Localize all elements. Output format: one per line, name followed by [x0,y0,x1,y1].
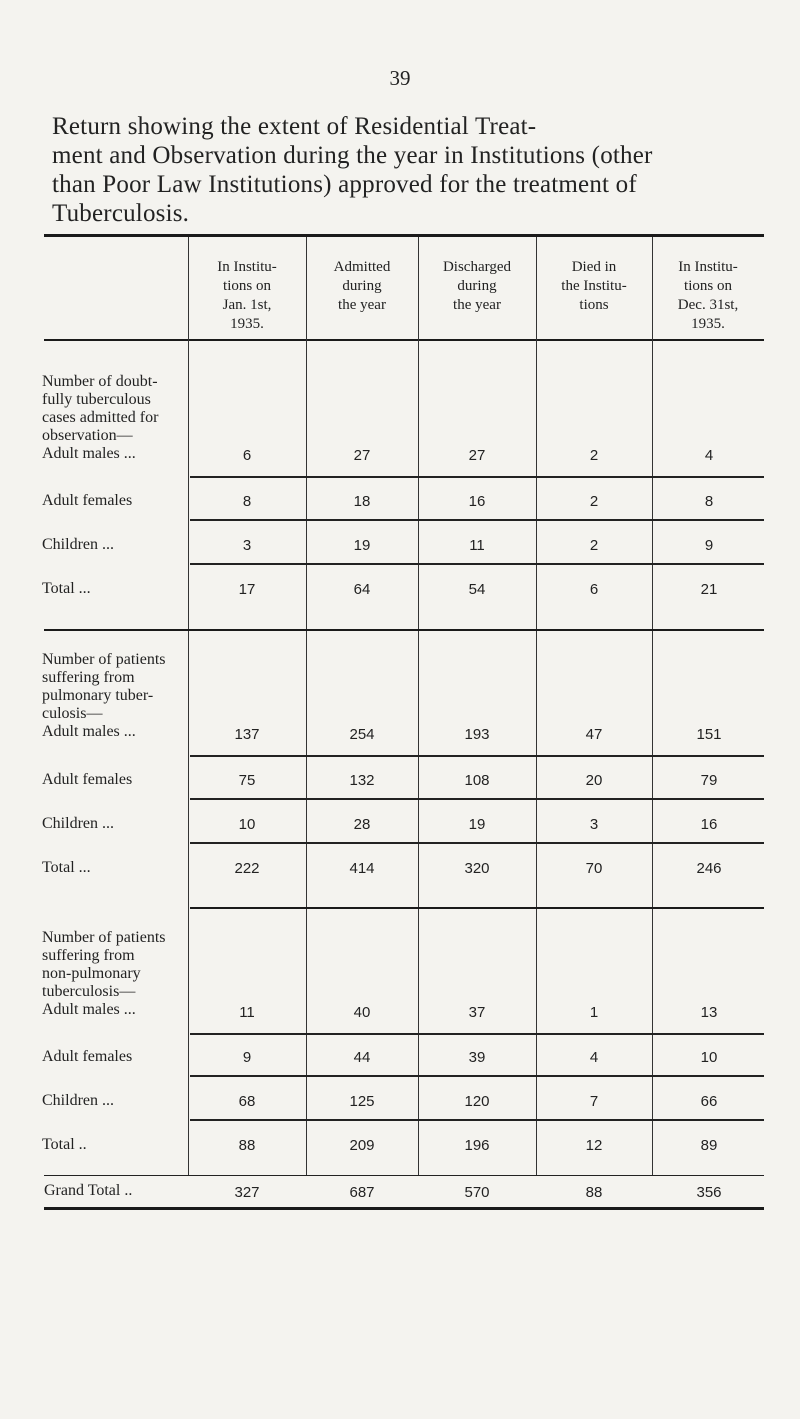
table-cell: 39 [468,1049,486,1066]
row-label: Adult females [42,771,133,788]
table-cell: 132 [349,772,375,789]
grand-total-cell: 570 [464,1184,490,1201]
table-cell: 10 [238,816,256,833]
title-line: ment and Observation during the year in Institutions (other [52,142,653,169]
grand-total-cell: 356 [696,1184,722,1201]
table-cell: 20 [585,772,603,789]
column-header-dec: In Institu- tions on Dec. 31st, 1935. [677,259,739,332]
row-divider [190,563,764,565]
grand-total-cell: 687 [349,1184,375,1201]
row-divider [190,1033,764,1035]
table-cell: 21 [700,581,718,598]
table-cell: 11 [469,537,485,554]
table-cell: 6 [242,447,252,464]
row-label: Adult females [42,1048,133,1065]
page-number: 39 [389,66,411,90]
section-heading: Number of patients suffering from pulmonary tuber- culosis— [42,651,166,722]
row-divider [190,842,764,844]
table-cell: 209 [349,1137,375,1154]
title-line: Tuberculosis. [52,200,190,227]
table-cell: 196 [464,1137,490,1154]
table-cell: 320 [464,860,490,877]
column-header-jan: In Institu- tions on Jan. 1st, 1935. [217,259,277,332]
row-label: Children ... [42,1092,114,1109]
title-line: Return showing the extent of Residential Treat- [52,113,537,140]
table-cell: 79 [700,772,718,789]
column-header-died: Died in the Institu- tions [561,259,627,313]
table-cell: 18 [353,493,371,510]
table-cell: 44 [353,1049,371,1066]
row-label: Children ... [42,536,114,553]
row-label: Adult females [42,492,133,509]
row-divider [190,476,764,478]
top-rule [44,234,764,237]
table-cell: 222 [234,860,260,877]
table-cell: 54 [468,581,486,598]
grand-total-cell: 88 [585,1184,603,1201]
row-divider [44,1175,764,1176]
table-cell: 27 [468,447,486,464]
table-cell: 151 [696,726,722,743]
document-title [52,112,772,228]
table-cell: 4 [589,1049,599,1066]
table-cell: 40 [353,1004,371,1021]
row-divider [190,1075,764,1077]
column-header-discharged: Discharged during the year [442,259,512,313]
row-divider [190,798,764,800]
table-cell: 12 [585,1137,603,1154]
row-label: Adult males ... [42,723,136,740]
table-cell: 108 [464,772,490,789]
table-cell: 10 [700,1049,718,1066]
table-cell: 19 [353,537,371,554]
table-cell: 13 [700,1004,718,1021]
section-heading: Number of patients suffering from non-pulmonary tuberculosis— [42,929,166,1000]
table-cell: 2 [589,537,599,554]
table-cell: 66 [700,1093,718,1110]
table-cell: 1 [589,1004,599,1021]
table-cell: 414 [349,860,375,877]
title-line: than Poor Law Institutions) approved for the treatment of [52,171,637,198]
table-cell: 37 [468,1004,486,1021]
table-cell: 11 [239,1004,255,1021]
table-cell: 3 [589,816,599,833]
table-cell: 2 [589,447,599,464]
row-label: Total ... [42,859,91,876]
section-rule [190,907,764,909]
row-label: Adult males ... [42,1001,136,1018]
row-label: Children ... [42,815,114,832]
table-cell: 70 [585,860,603,877]
row-divider [190,1119,764,1121]
table-cell: 27 [353,447,371,464]
header-bottom-rule [44,339,764,341]
row-divider [190,519,764,521]
table-cell: 6 [589,581,599,598]
table-cell: 9 [704,537,714,554]
table-cell: 17 [238,581,256,598]
table-cell: 89 [700,1137,718,1154]
table-cell: 7 [589,1093,599,1110]
table-cell: 2 [589,493,599,510]
row-divider [190,755,764,757]
table-cell: 88 [238,1137,256,1154]
table-cell: 19 [468,816,486,833]
table-cell: 137 [234,726,260,743]
table-cell: 4 [704,447,714,464]
table-cell: 120 [464,1093,490,1110]
table-cell: 8 [242,493,252,510]
table-cell: 125 [349,1093,375,1110]
grand-total-cell: 327 [234,1184,260,1201]
table-cell: 9 [242,1049,252,1066]
table-cell: 193 [464,726,490,743]
table-cell: 75 [238,772,256,789]
section-rule [44,629,764,631]
column-header-admitted: Admitted during the year [333,259,391,313]
table-cell: 16 [700,816,718,833]
table-cell: 28 [353,816,371,833]
row-label: Total ... [42,580,91,597]
row-label: Adult males ... [42,445,136,462]
row-label: Total .. [42,1136,87,1153]
table-cell: 47 [585,726,603,743]
grand-total-rule [44,1207,764,1210]
section-heading: Number of doubt- fully tuberculous cases admitted for observation— [42,373,159,444]
table-cell: 3 [242,537,252,554]
grand-total-label: Grand Total .. [44,1182,133,1199]
table-cell: 64 [353,581,371,598]
table-cell: 254 [349,726,375,743]
table-cell: 8 [704,493,714,510]
table-cell: 68 [238,1093,256,1110]
table-cell: 16 [468,493,486,510]
table-cell: 246 [696,860,722,877]
